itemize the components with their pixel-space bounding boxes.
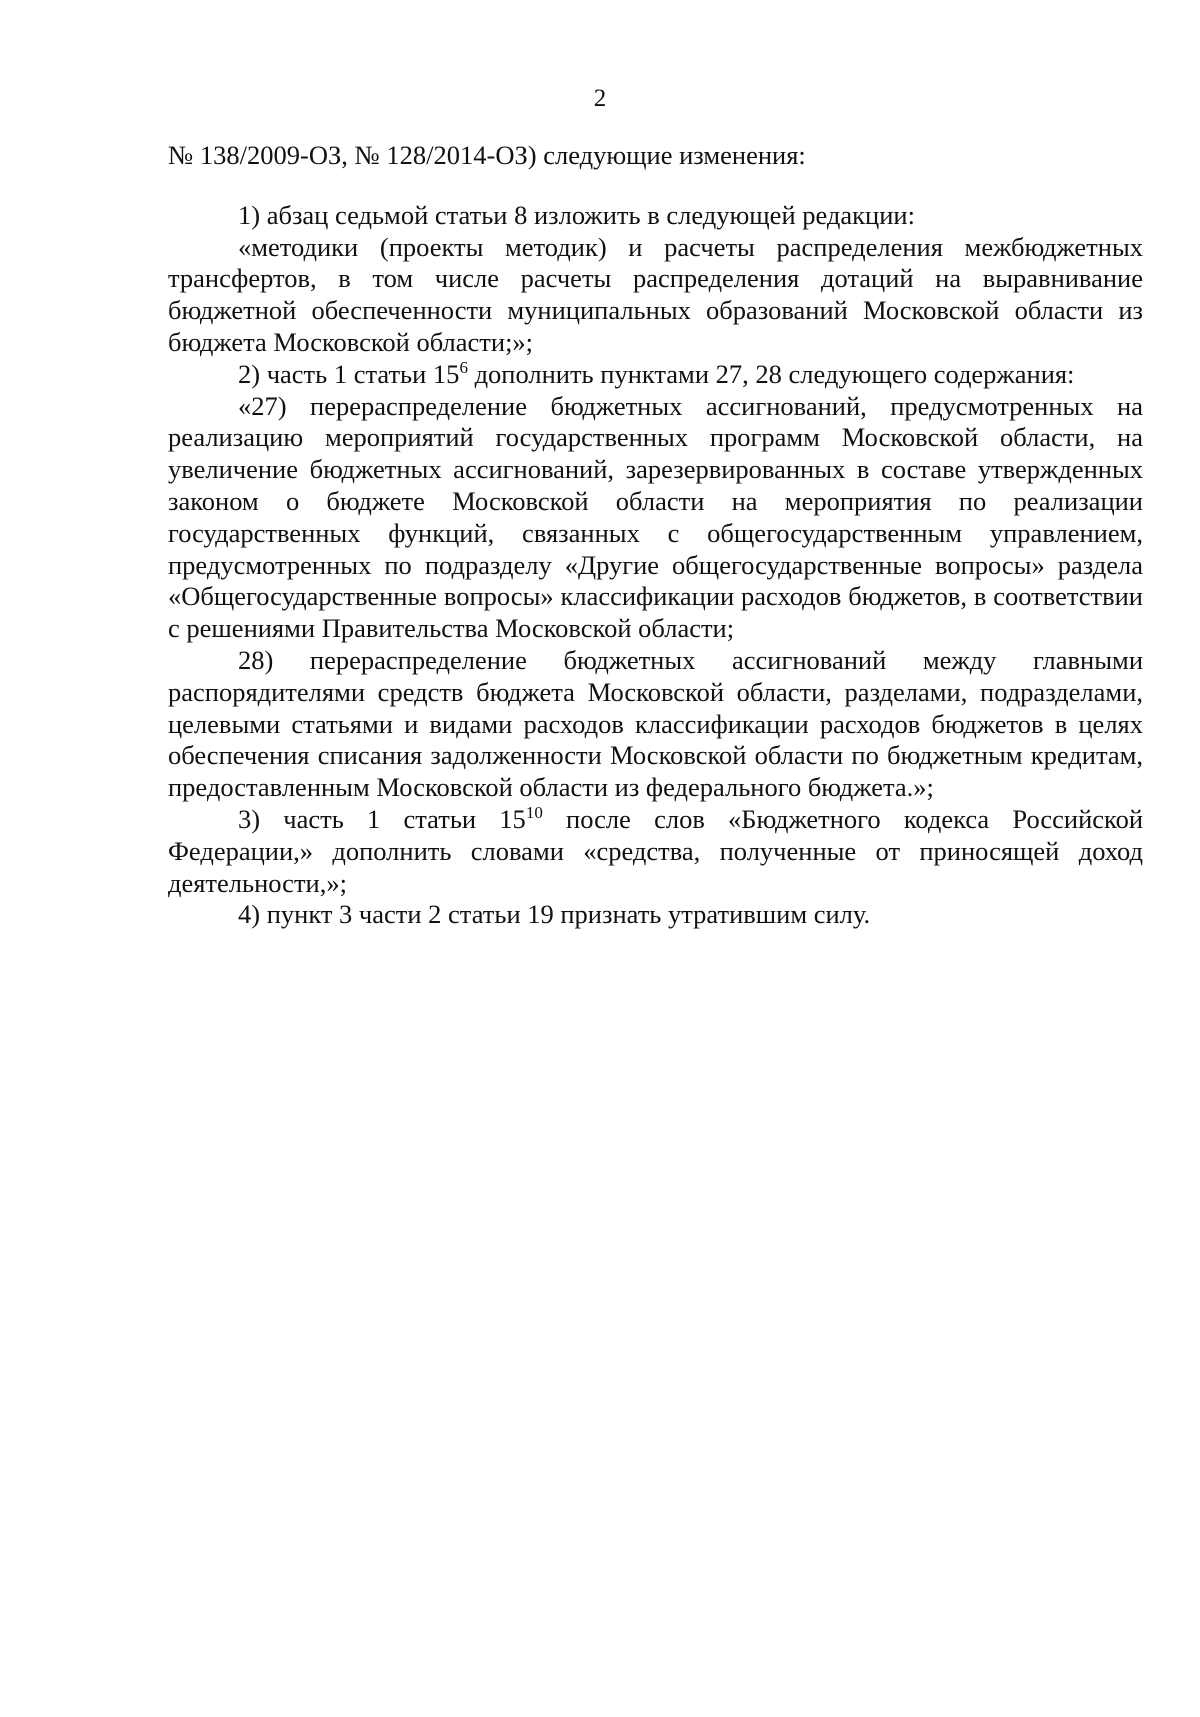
article-superscript-10: 10	[525, 803, 543, 823]
document-body	[168, 140, 1143, 931]
intro-line: № 138/2009-ОЗ, № 128/2014-ОЗ) следующие изменения:	[168, 140, 806, 170]
page-number: 2	[593, 85, 607, 112]
amendment-item-3-text-end: после слов «Бюджетного кодекса Российской Федерации,» дополнить словами «средства, полученные от приносящей доход деятельности,»;	[168, 803, 1144, 898]
amendment-item-1: 1) абзац седьмой статьи 8 изложить в следующей редакции:	[238, 199, 915, 230]
article-superscript-6: 6	[459, 357, 468, 377]
amendment-item-4: 4) пункт 3 части 2 статьи 19 признать утратившим силу.	[238, 899, 871, 930]
amendment-item-3-text-start: 3) часть 1 статьи 15	[238, 803, 526, 834]
amendment-item-2-text-end: дополнить пунктами 27, 28 следующего содержания:	[467, 358, 1075, 389]
amendment-item-3	[168, 804, 1143, 899]
amendment-item-2-point-28: 28) перераспределение бюджетных ассигнований между главными распорядителями средств бюджета Московской области, разделами, подразделами, целевыми статьями и видами расходов классификации расходов бюджетов в целях обеспечения списания задолженности Московской области по бюджетным кредитам, предоставленным Московской области из федерального бюджета.»;	[168, 644, 1143, 803]
amendment-item-2-text-start: 2) часть 1 статьи 15	[238, 358, 460, 389]
amendment-item-2-point-27: «27) перераспределение бюджетных ассигнований, предусмотренных на реализацию мероприятий государственных программ Московской области, на увеличение бюджетных ассигнований, зарезервированных в составе утвержденных законом о бюджете Московской области на мероприятия по реализации государственных функций, связанных с общегосударственным управлением, предусмотренных по подразделу «Другие общегосударственные вопросы» раздела «Общегосударственные вопросы» классификации расходов бюджетов, в соответствии с решениями Правительства Московской области;	[168, 390, 1143, 644]
amendment-item-2	[168, 359, 1143, 391]
amendment-item-1-quote: «методики (проекты методик) и расчеты распределения межбюджетных трансфертов, в том числе расчеты распределения дотаций на выравнивание бюджетной обеспеченности муниципальных образований Московской области из бюджета Московской области;»;	[168, 231, 1143, 357]
